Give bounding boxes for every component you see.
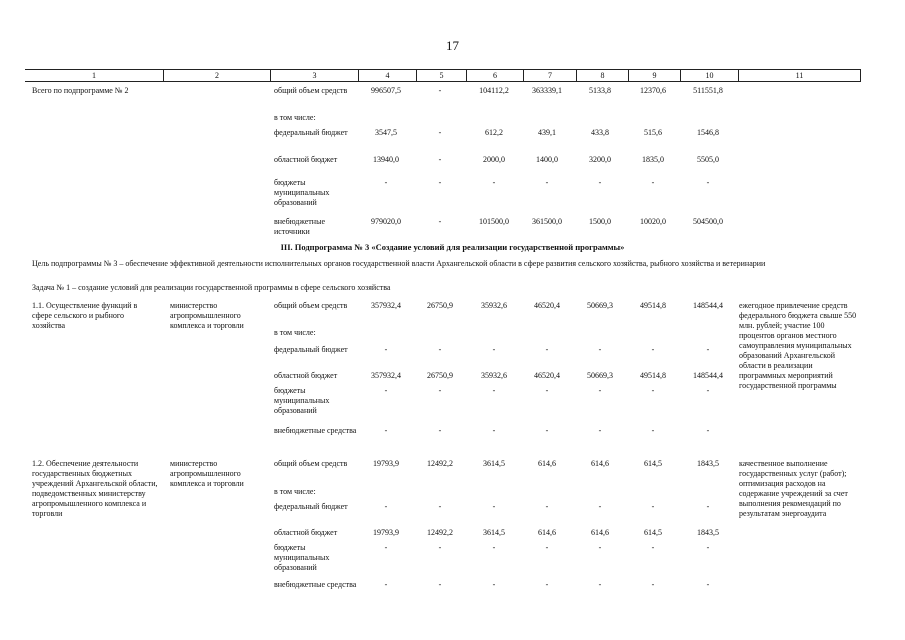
amount-cell: 148544,4	[693, 301, 723, 310]
amount-cell: -	[545, 178, 549, 187]
amount-cell: 26750,9	[427, 371, 453, 380]
amount-cell: -	[545, 345, 549, 354]
amount-cell: 46520,4	[534, 301, 560, 310]
amount-cell: 357932,4	[371, 371, 401, 380]
funding-source-label: федеральный бюджет	[274, 128, 348, 137]
amount-cell: 49514,8	[640, 371, 666, 380]
amount-cell: -	[492, 543, 496, 552]
amount-cell: 104112,2	[479, 86, 509, 95]
amount-cell: -	[598, 178, 602, 187]
table-header-row	[25, 69, 861, 82]
header-cell: 4	[358, 70, 416, 81]
amount-cell: 614,6	[538, 528, 556, 537]
amount-cell: -	[598, 543, 602, 552]
amount-cell: 612,2	[485, 128, 503, 137]
amount-cell: -	[438, 386, 442, 395]
amount-cell: -	[492, 426, 496, 435]
header-cell: 7	[523, 70, 576, 81]
amount-cell: 614,6	[538, 459, 556, 468]
funding-source-label: бюджеты муниципальных образований	[274, 386, 330, 415]
funding-source-label: внебюджетные источники	[274, 217, 325, 236]
amount-cell: 361500,0	[532, 217, 562, 226]
amount-cell: -	[438, 426, 442, 435]
amount-cell: -	[545, 580, 549, 589]
amount-cell: -	[492, 345, 496, 354]
amount-cell: -	[545, 502, 549, 511]
measure-executor: министерство агропромышленного комплекса и торговли	[170, 301, 244, 330]
amount-cell: 19793,9	[373, 528, 399, 537]
section-title: III. Подпрограмма № 3 «Создание условий для реализации государственной программы»	[280, 242, 625, 252]
amount-cell: -	[706, 426, 710, 435]
amount-cell: 1835,0	[642, 155, 664, 164]
amount-cell: 614,6	[591, 528, 609, 537]
amount-cell: 12370,6	[640, 86, 666, 95]
amount-cell: 46520,4	[534, 371, 560, 380]
amount-cell: 10020,0	[640, 217, 666, 226]
amount-cell: 614,5	[644, 528, 662, 537]
amount-cell: 515,6	[644, 128, 662, 137]
amount-cell: -	[706, 580, 710, 589]
funding-source-label: областной бюджет	[274, 528, 338, 537]
amount-cell: 12492,2	[427, 459, 453, 468]
summary-name: Всего по подпрограмме № 2	[32, 86, 129, 95]
amount-cell: -	[651, 426, 655, 435]
amount-cell: -	[384, 386, 388, 395]
funding-source-label: бюджеты муниципальных образований	[274, 543, 330, 572]
amount-cell: -	[438, 155, 442, 164]
amount-cell: 614,5	[644, 459, 662, 468]
measure-name: 1.2. Обеспечение деятельности государственных бюджетных учреждений Архангельской области, подведомственных министерству агропромышленного комплекса и торговли	[32, 459, 158, 518]
funding-source-label: общий объем средств	[274, 86, 348, 95]
amount-cell: 3614,5	[483, 528, 505, 537]
funding-source-label: в том числе:	[274, 487, 316, 496]
amount-cell: 19793,9	[373, 459, 399, 468]
amount-cell: -	[651, 386, 655, 395]
amount-cell: -	[438, 345, 442, 354]
amount-cell: -	[492, 178, 496, 187]
amount-cell: 50669,3	[587, 301, 613, 310]
amount-cell: -	[438, 502, 442, 511]
amount-cell: -	[706, 543, 710, 552]
amount-cell: -	[545, 426, 549, 435]
amount-cell: 13940,0	[373, 155, 399, 164]
funding-source-label: внебюджетные средства	[274, 426, 357, 435]
amount-cell: -	[384, 502, 388, 511]
amount-cell: 979020,0	[371, 217, 401, 226]
amount-cell: -	[706, 502, 710, 511]
amount-cell: 3614,5	[483, 459, 505, 468]
header-cell: 6	[466, 70, 523, 81]
amount-cell: -	[651, 543, 655, 552]
amount-cell: -	[598, 426, 602, 435]
amount-cell: -	[438, 217, 442, 226]
measure-result: ежегодное привлечение средств федерального бюджета свыше 550 млн. рублей; участие 100 процентов органов местного самоуправления муниципальных образований Архангельской области в реализации программных мероприятий государственной программы	[739, 301, 857, 390]
amount-cell: -	[651, 502, 655, 511]
amount-cell: 504500,0	[693, 217, 723, 226]
page-number: 17	[446, 38, 459, 53]
amount-cell: -	[706, 178, 710, 187]
amount-cell: 12492,2	[427, 528, 453, 537]
amount-cell: 3200,0	[589, 155, 611, 164]
header-cell: 10	[680, 70, 738, 81]
amount-cell: 35932,6	[481, 301, 507, 310]
header-cell: 1	[92, 71, 96, 80]
amount-cell: -	[598, 580, 602, 589]
measure-executor: министерство агропромышленного комплекса и торговли	[170, 459, 244, 488]
amount-cell: -	[651, 178, 655, 187]
amount-cell: 1843,5	[697, 528, 719, 537]
amount-cell: 2000,0	[483, 155, 505, 164]
amount-cell: -	[545, 386, 549, 395]
section-goal: Цель подпрограммы № 3 – обеспечение эффективной деятельности исполнительных органов государственной власти Архангельской области в сфере развития сельского хозяйства, рыбного хозяйства и ветеринарии	[32, 259, 766, 268]
amount-cell: 148544,4	[693, 371, 723, 380]
amount-cell: 357932,4	[371, 301, 401, 310]
header-cell: 11	[738, 70, 860, 81]
amount-cell: -	[492, 580, 496, 589]
amount-cell: -	[384, 345, 388, 354]
amount-cell: -	[384, 580, 388, 589]
header-cell: 9	[628, 70, 680, 81]
funding-source-label: областной бюджет	[274, 371, 338, 380]
amount-cell: -	[706, 345, 710, 354]
amount-cell: 3547,5	[375, 128, 397, 137]
amount-cell: 1843,5	[697, 459, 719, 468]
amount-cell: -	[384, 426, 388, 435]
amount-cell: -	[598, 502, 602, 511]
amount-cell: -	[438, 128, 442, 137]
amount-cell: -	[438, 580, 442, 589]
amount-cell: -	[545, 543, 549, 552]
funding-source-label: в том числе:	[274, 113, 316, 122]
amount-cell: -	[438, 178, 442, 187]
funding-source-label: федеральный бюджет	[274, 345, 348, 354]
funding-source-label: федеральный бюджет	[274, 502, 348, 511]
amount-cell: -	[384, 178, 388, 187]
funding-source-label: общий объем средств	[274, 301, 348, 310]
funding-source-label: общий объем средств	[274, 459, 348, 468]
amount-cell: -	[438, 543, 442, 552]
funding-source-label: внебюджетные средства	[274, 580, 357, 589]
amount-cell: 439,1	[538, 128, 556, 137]
amount-cell: 5505,0	[697, 155, 719, 164]
amount-cell: 1500,0	[589, 217, 611, 226]
amount-cell: -	[384, 543, 388, 552]
amount-cell: -	[492, 386, 496, 395]
amount-cell: -	[492, 502, 496, 511]
measure-result: качественное выполнение государственных услуг (работ); оптимизация расходов на содержание учреждений за счет выполнения рекомендаций по результатам энергоаудита	[739, 459, 848, 518]
amount-cell: 996507,5	[371, 86, 401, 95]
amount-cell: 614,6	[591, 459, 609, 468]
funding-source-label: бюджеты муниципальных образований	[274, 178, 330, 207]
amount-cell: 433,8	[591, 128, 609, 137]
amount-cell: -	[651, 580, 655, 589]
header-cell: 3	[270, 70, 358, 81]
amount-cell: 1546,8	[697, 128, 719, 137]
amount-cell: 50669,3	[587, 371, 613, 380]
amount-cell: -	[598, 345, 602, 354]
amount-cell: 511551,8	[693, 86, 723, 95]
amount-cell: 49514,8	[640, 301, 666, 310]
amount-cell: 101500,0	[479, 217, 509, 226]
amount-cell: 5133,8	[589, 86, 611, 95]
section-task: Задача № 1 – создание условий для реализации государственной программы в сфере сельского хозяйства	[32, 283, 391, 292]
amount-cell: -	[651, 345, 655, 354]
header-cell: 8	[576, 70, 628, 81]
header-cell: 5	[416, 70, 466, 81]
header-cell: 2	[163, 70, 270, 81]
amount-cell: 363339,1	[532, 86, 562, 95]
amount-cell: 26750,9	[427, 301, 453, 310]
measure-name: 1.1. Осуществление функций в сфере сельского и рыбного хозяйства	[32, 301, 138, 330]
amount-cell: -	[438, 86, 442, 95]
amount-cell: 1400,0	[536, 155, 558, 164]
amount-cell: -	[706, 386, 710, 395]
amount-cell: 35932,6	[481, 371, 507, 380]
funding-source-label: в том числе:	[274, 328, 316, 337]
funding-source-label: областной бюджет	[274, 155, 338, 164]
amount-cell: -	[598, 386, 602, 395]
